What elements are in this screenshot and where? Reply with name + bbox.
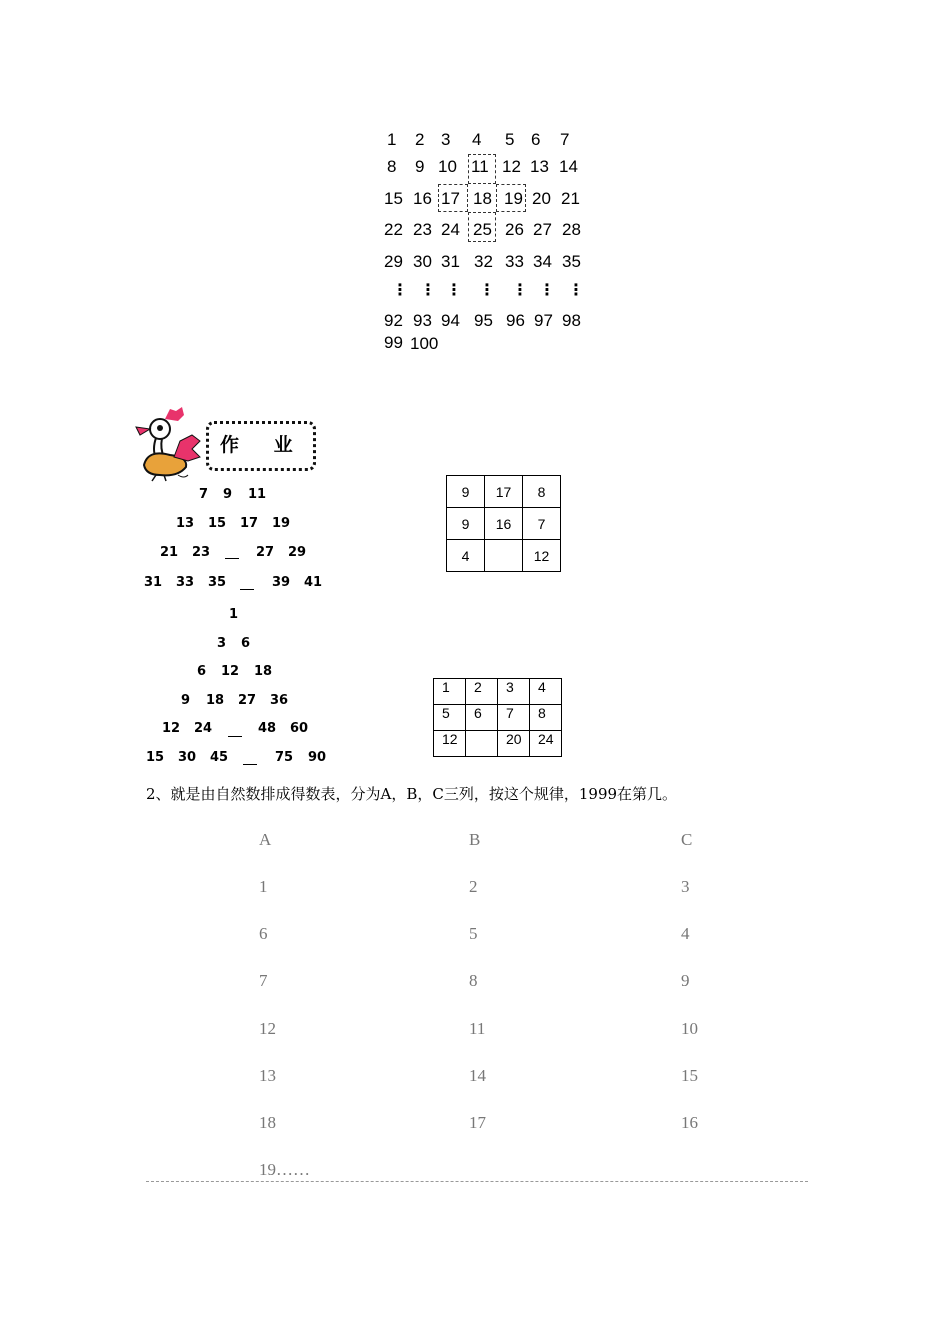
cal-cell: 14 — [559, 157, 578, 176]
column-a-value: 6 — [259, 924, 268, 943]
table-cell: 9 — [447, 508, 485, 540]
pattern-number: 21 — [160, 545, 179, 560]
number-table-3x3 — [446, 475, 561, 572]
column-b-value: 14 — [469, 1066, 486, 1085]
pattern-number: 13 — [176, 516, 195, 531]
column-b-value: 2 — [469, 877, 478, 896]
table-cell: 8 — [523, 476, 561, 508]
cal-cell: 10 — [438, 157, 457, 176]
column-c-value: 15 — [681, 1066, 698, 1085]
pattern-number: 6 — [241, 636, 251, 651]
question-2-text: 2、就是由自然数排成得数表，分为A，B，C三列，按这个规律，1999在第几。 — [146, 785, 678, 803]
pattern-number: 15 — [146, 750, 165, 765]
cal-cell: 16 — [413, 189, 432, 208]
table-cell: 7 — [498, 705, 530, 731]
column-c-value: 10 — [681, 1019, 698, 1038]
column-a-value: 7 — [259, 971, 268, 990]
pattern-number: 48 — [258, 721, 277, 736]
table-cell: 16 — [485, 508, 523, 540]
column-b-value: 5 — [469, 924, 478, 943]
pattern-number: 33 — [176, 575, 195, 590]
column-a-value: 1 — [259, 877, 268, 896]
table-cell: 2 — [466, 679, 498, 705]
cal-cell: 23 — [413, 220, 432, 239]
cal-cell: 31 — [441, 252, 460, 271]
cal-cell: 1 — [387, 130, 397, 149]
pattern-number: 18 — [206, 693, 225, 708]
table-cell: 4 — [530, 679, 562, 705]
ellipsis-dots: ⋮ — [568, 280, 584, 299]
cal-cell: 20 — [532, 189, 551, 208]
pattern-number: 11 — [248, 487, 267, 502]
pattern-number: 17 — [240, 516, 259, 531]
column-a-value: 19…… — [259, 1160, 310, 1179]
pattern-number: 35 — [208, 575, 227, 590]
cal-cell: 18 — [473, 189, 492, 208]
cal-cell: 35 — [562, 252, 581, 271]
cal-cell: 98 — [562, 311, 581, 330]
cal-cell: 4 — [472, 130, 482, 149]
pattern-number: 9 — [181, 693, 191, 708]
cal-cell: 27 — [533, 220, 552, 239]
cal-cell: 95 — [474, 311, 493, 330]
cal-cell: 15 — [384, 189, 403, 208]
answer-blank — [240, 589, 254, 590]
cal-cell: 100 — [410, 334, 439, 353]
cal-cell: 7 — [560, 130, 570, 149]
cal-cell: 3 — [441, 130, 451, 149]
answer-blank — [228, 736, 242, 737]
pattern-number: 41 — [304, 575, 323, 590]
ellipsis-dots: ⋮ — [539, 280, 555, 299]
table-cell: 17 — [485, 476, 523, 508]
cal-cell: 11 — [471, 157, 489, 176]
table-cell: 9 — [447, 476, 485, 508]
table-cell: 5 — [434, 705, 466, 731]
cal-cell: 28 — [562, 220, 581, 239]
column-b-value: 17 — [469, 1113, 486, 1132]
ellipsis-dots: ⋮ — [446, 280, 462, 299]
highlight-box — [496, 184, 526, 212]
highlight-box — [468, 154, 496, 184]
ellipsis-dots: ⋮ — [392, 280, 408, 299]
column-header-a: A — [259, 830, 272, 849]
cal-cell: 94 — [441, 311, 460, 330]
cal-cell: 9 — [415, 157, 425, 176]
column-a-value: 13 — [259, 1066, 276, 1085]
pattern-number: 9 — [223, 487, 233, 502]
cal-cell: 21 — [561, 189, 580, 208]
highlight-box — [438, 184, 468, 212]
pattern-number: 1 — [229, 607, 239, 622]
table-cell: 4 — [447, 540, 485, 572]
pattern-number: 27 — [238, 693, 257, 708]
answer-blank — [225, 558, 239, 559]
pattern-number: 30 — [178, 750, 197, 765]
column-c-value: 16 — [681, 1113, 698, 1132]
cal-cell: 29 — [384, 252, 403, 271]
answer-blank — [243, 764, 257, 765]
cal-cell: 22 — [384, 220, 403, 239]
cal-cell: 33 — [505, 252, 524, 271]
column-a-value: 12 — [259, 1019, 276, 1038]
ellipsis-dots: ⋮ — [512, 280, 528, 299]
table-cell: 24 — [530, 731, 562, 757]
homework-title: 作 业 — [220, 434, 307, 456]
pattern-number: 45 — [210, 750, 229, 765]
cal-cell: 93 — [413, 311, 432, 330]
cal-cell: 24 — [441, 220, 460, 239]
table-cell: 20 — [498, 731, 530, 757]
pattern-number: 12 — [221, 664, 240, 679]
cal-cell: 97 — [534, 311, 553, 330]
cal-cell: 30 — [413, 252, 432, 271]
pattern-number: 36 — [270, 693, 289, 708]
cal-cell: 26 — [505, 220, 524, 239]
table-cell: 1 — [434, 679, 466, 705]
cal-cell: 2 — [415, 130, 425, 149]
pattern-number: 12 — [162, 721, 181, 736]
cal-cell: 8 — [387, 157, 397, 176]
column-header-b: B — [469, 830, 481, 849]
cal-cell: 5 — [505, 130, 515, 149]
cal-cell: 25 — [473, 220, 492, 239]
ellipsis-dots: ⋮ — [420, 280, 436, 299]
table-cell-empty — [466, 731, 498, 757]
section-divider — [146, 1181, 808, 1182]
column-b-value: 8 — [469, 971, 478, 990]
cal-cell: 96 — [506, 311, 525, 330]
column-b-value: 11 — [469, 1019, 486, 1038]
pattern-number: 18 — [254, 664, 273, 679]
column-c-value: 4 — [681, 924, 690, 943]
table-cell: 6 — [466, 705, 498, 731]
cal-cell: 12 — [502, 157, 521, 176]
highlight-box — [468, 212, 496, 242]
table-cell: 7 — [523, 508, 561, 540]
pattern-number: 23 — [192, 545, 211, 560]
pattern-number: 6 — [197, 664, 207, 679]
cal-cell: 32 — [474, 252, 493, 271]
pattern-number: 27 — [256, 545, 275, 560]
cal-cell: 13 — [530, 157, 549, 176]
table-cell: 12 — [434, 731, 466, 757]
ellipsis-dots: ⋮ — [479, 280, 495, 299]
pattern-number: 31 — [144, 575, 163, 590]
pattern-number: 75 — [275, 750, 294, 765]
pattern-number: 19 — [272, 516, 291, 531]
pattern-number: 7 — [199, 487, 209, 502]
pattern-number: 90 — [308, 750, 327, 765]
table-cell: 12 — [523, 540, 561, 572]
column-c-value: 3 — [681, 877, 690, 896]
column-a-value: 18 — [259, 1113, 276, 1132]
table-cell: 8 — [530, 705, 562, 731]
pattern-number: 15 — [208, 516, 227, 531]
column-header-c: C — [681, 830, 693, 849]
pattern-number: 24 — [194, 721, 213, 736]
cal-cell: 34 — [533, 252, 552, 271]
cal-cell: 17 — [441, 189, 460, 208]
rooster-icon — [130, 405, 210, 483]
cal-cell: 6 — [531, 130, 541, 149]
pattern-number: 3 — [217, 636, 227, 651]
pattern-number: 60 — [290, 721, 309, 736]
pattern-number: 39 — [272, 575, 291, 590]
cal-cell: 99 — [384, 333, 403, 352]
table-cell-empty — [485, 540, 523, 572]
pattern-number: 29 — [288, 545, 307, 560]
cal-cell: 92 — [384, 311, 403, 330]
table-cell: 3 — [498, 679, 530, 705]
column-c-value: 9 — [681, 971, 690, 990]
cal-cell: 19 — [504, 189, 523, 208]
number-table-3x4 — [433, 678, 562, 757]
